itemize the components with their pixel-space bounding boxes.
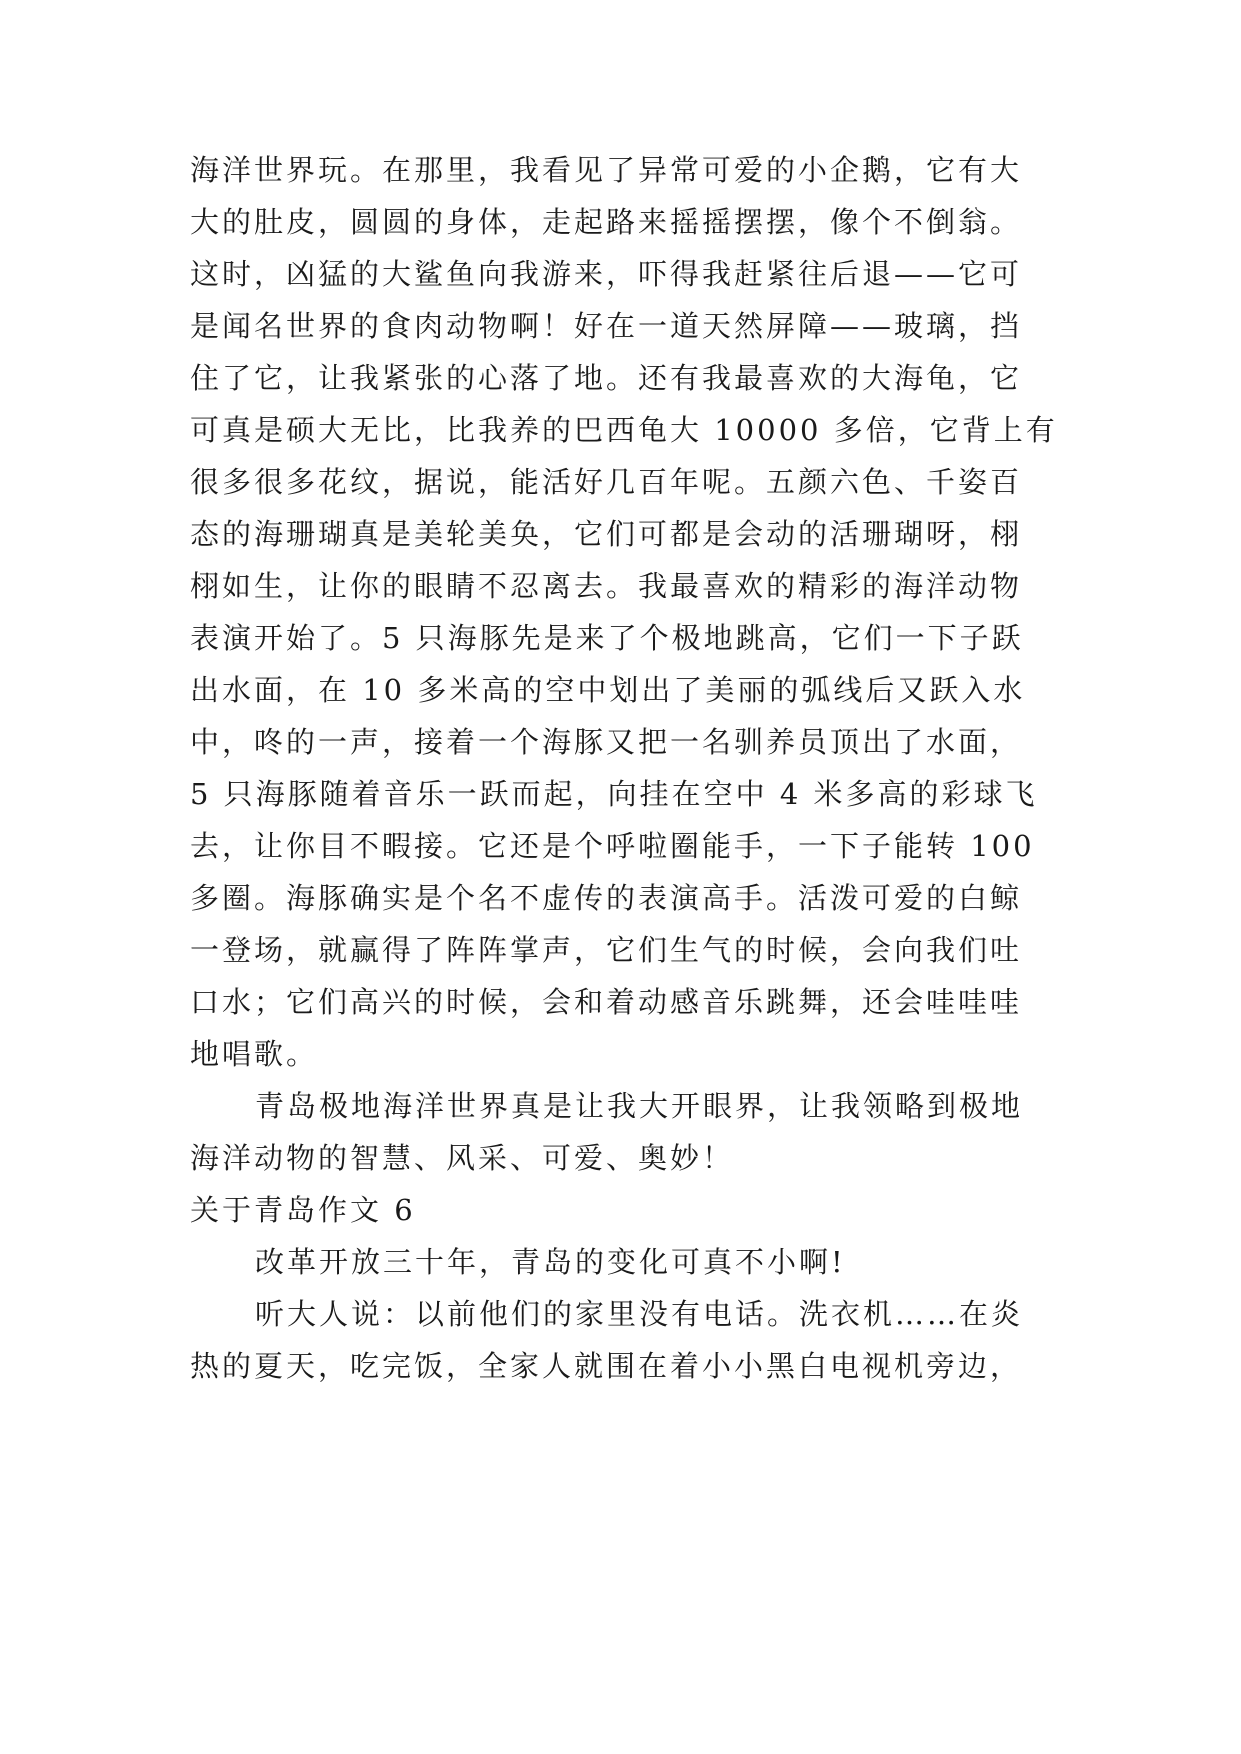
text-line: 多圈。海豚确实是个名不虚传的表演高手。活泼可爱的白鲸 [190,881,1023,915]
text-line: 很多很多花纹，据说，能活好几百年呢。五颜六色、千姿百 [190,465,1023,499]
paragraph-first-line: 青岛极地海洋世界真是让我大开眼界，让我领略到极地 [255,1089,1024,1123]
text-line: 这时，凶猛的大鲨鱼向我游来，吓得我赶紧往后退——它可 [190,257,1023,291]
text-line: 可真是硕大无比，比我养的巴西龟大 10000 多倍，它背上有 [190,413,1058,447]
text-line: 5 只海豚随着音乐一跃而起，向挂在空中 4 米多高的彩球飞 [190,777,1038,811]
text-line: 出水面，在 10 多米高的空中划出了美丽的弧线后又跃入水 [190,673,1026,707]
text-line: 地唱歌。 [190,1037,319,1071]
paragraph-first-line: 改革开放三十年，青岛的变化可真不小啊! [255,1245,846,1279]
text-line: 去，让你目不暇接。它还是个呼啦圈能手，一下子能转 100 [190,829,1035,863]
text-line: 热的夏天，吃完饭，全家人就围在着小小黑白电视机旁边， [190,1349,1023,1383]
text-line: 住了它，让我紧张的心落了地。还有我最喜欢的大海龟，它 [190,361,1023,395]
text-line: 大的肚皮，圆圆的身体，走起路来摇摇摆摆，像个不倒翁。 [190,205,1023,239]
text-line: 表演开始了。5 只海豚先是来了个极地跳高，它们一下子跃 [190,621,1024,655]
text-line: 栩如生，让你的眼睛不忍离去。我最喜欢的精彩的海洋动物 [190,569,1023,603]
section-heading: 关于青岛作文 6 [190,1193,416,1227]
paragraph-first-line: 听大人说：以前他们的家里没有电话。洗衣机……在炎 [255,1297,1024,1331]
text-line: 态的海珊瑚真是美轮美奂，它们可都是会动的活珊瑚呀，栩 [190,517,1023,551]
text-line: 是闻名世界的食肉动物啊！好在一道天然屏障——玻璃，挡 [190,309,1023,343]
text-line: 一登场，就赢得了阵阵掌声，它们生气的时候，会向我们吐 [190,933,1023,967]
text-line: 口水；它们高兴的时候，会和着动感音乐跳舞，还会哇哇哇 [190,985,1023,1019]
text-line: 中，咚的一声，接着一个海豚又把一名驯养员顶出了水面， [190,725,1023,759]
text-line: 海洋动物的智慧、风采、可爱、奥妙！ [190,1141,735,1175]
text-line: 海洋世界玩。在那里，我看见了异常可爱的小企鹅，它有大 [190,153,1023,187]
